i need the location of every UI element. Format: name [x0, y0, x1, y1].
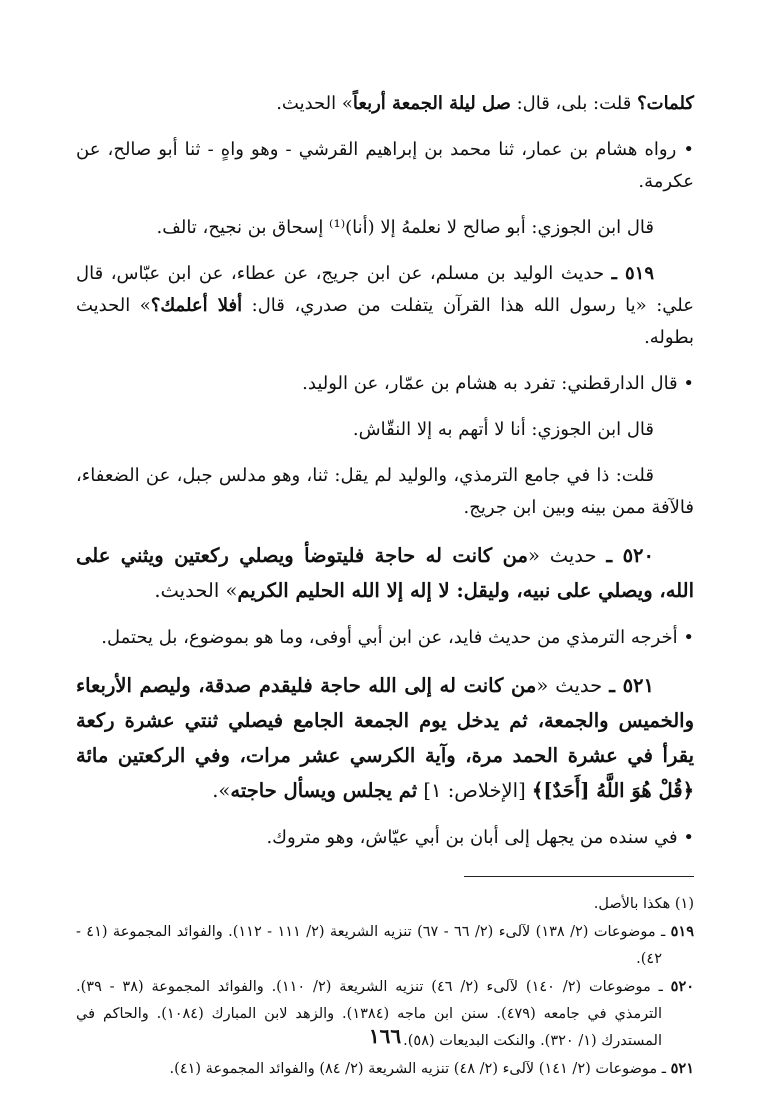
footnote-separator: [464, 876, 694, 877]
footnote-1: (١) هكذا بالأصل.: [593, 896, 694, 912]
hadith-entry-520: [76, 538, 694, 608]
paragraph-text: » الحديث.: [276, 93, 353, 114]
paragraph-text: » الحديث.: [154, 579, 238, 602]
footnote-519: [76, 918, 694, 973]
author-note: قلت: ذا في جامع الترمذي، والوليد لم يقل: ثنا، وهو مدلس جبل، عن الضعفاء، فالآفة ممن بينه وبين ابن جريج.: [76, 465, 694, 518]
hadith-quote: من كانت له إلى الله حاجة فليقدم صدقة، وليصم الأربعاء والخميس والجمعة، ثم يدخل يوم الجمعة الجامع فيصلي ثنتي عشرة ركعة يقرأ في عشرة الحمد مرة، وآية الكرسي عشر مرات، وفي الركعتين مائة ﴿قُلْ هُوَ اللَّهُ [أَحَدٌ]﴾: [76, 674, 694, 802]
main-text: [76, 88, 694, 854]
footnotes: [76, 891, 694, 1083]
footnote-number: ٥١٩: [670, 923, 695, 940]
paragraph-continuation: [76, 88, 694, 120]
hadith-entry-521: [76, 668, 694, 808]
commentary-paragraph: • في سنده من يجهل إلى أبان بن أبي عيّاش، وهو متروك.: [266, 827, 694, 848]
footnote-521: [76, 1055, 694, 1083]
quran-reference: [الإخلاص: ١]: [417, 779, 532, 802]
hadith-entry-519: [76, 258, 694, 354]
footnote-number: ٥٢٠: [670, 978, 695, 995]
hadith-quote: ثم يجلس ويسأل حاجته: [230, 779, 418, 802]
hadith-quote: صل ليلة الجمعة أربعاً: [352, 93, 511, 114]
paragraph-text: حديث الوليد بن مسلم، عن ابن جريج، عن عطاء، عن ابن عبّاس، قال علي: «يا رسول الله هذا القرآن يتفلت من صدري، قال:: [76, 263, 694, 316]
commentary-paragraph: • أخرجه الترمذي من حديث فايد، عن ابن أبي أوفى، وما هو بموضوع، بل يحتمل.: [101, 627, 694, 648]
paragraph-text: حديث «: [536, 674, 610, 697]
footnote-text: ـ موضوعات (٢/ ١٣٨) لآلىء (٢/ ٦٦ - ٦٧) تنزيه الشريعة (٢/ ١١١ - ١١٢). والفوائد المجموعة (٤١ - ٤٢).: [76, 924, 671, 967]
paragraph-text: » الحديث بطوله.: [76, 295, 694, 348]
hadith-number: ٥١٩ ـ: [611, 263, 654, 284]
paragraph-lead: كلمات؟: [637, 93, 694, 114]
ibn-jawzi-note: قال ابن الجوزي: أنا لا أتهم به إلا النقّاش.: [352, 419, 654, 440]
paragraph-text: حديث «: [527, 544, 607, 567]
footnote-text: ـ موضوعات (٢/ ١٤٠) لآلىء (٢/ ٤٦) تنزيه الشريعة (٢/ ١١٠). والفوائد المجموعة (٣٨ - ٣٩). الترمذي في جامعه (٤٧٩). سنن ابن ماجه (١٣٨٤). والزهد لابن المبارك (١٠٨٤). والحاكم في المستدرك (١/ ٣٢٠). والنكت البديعات (٥٨).: [76, 979, 671, 1049]
hadith-number: ٥٢١ ـ: [609, 674, 654, 697]
hadith-number: ٥٢٠ ـ: [606, 544, 654, 567]
paragraph-text: ».: [212, 779, 231, 802]
ibn-jawzi-note: قال ابن الجوزي: أبو صالح لا نعلمهُ إلا (أنا)⁽¹⁾ إسحاق بن نجيح، تالف.: [156, 217, 654, 238]
hadith-quote: من كانت له حاجة فليتوضأ ويصلي ركعتين ويثني على الله، ويصلي على نبيه، وليقل: لا إله إلا الله الحليم الكريم: [76, 544, 694, 602]
commentary-paragraph: • قال الدارقطني: تفرد به هشام بن عمّار، عن الوليد.: [302, 373, 694, 394]
footnote-text: ـ موضوعات (٢/ ١٤١) لآلىء (٢/ ٤٨) تنزيه الشريعة (٢/ ٨٤) والفوائد المجموعة (٤١).: [169, 1061, 671, 1077]
page-number: ١٦٦: [368, 1024, 402, 1048]
commentary-paragraph: • رواه هشام بن عمار، ثنا محمد بن إبراهيم القرشي - وهو واهٍ - ثنا أبو صالح، عن عكرمة.: [76, 139, 694, 192]
footnote-number: ٥٢١: [670, 1060, 694, 1077]
paragraph-text: قلت: بلى، قال:: [510, 93, 638, 114]
hadith-quote: أفلا أعلمك؟: [150, 295, 243, 316]
